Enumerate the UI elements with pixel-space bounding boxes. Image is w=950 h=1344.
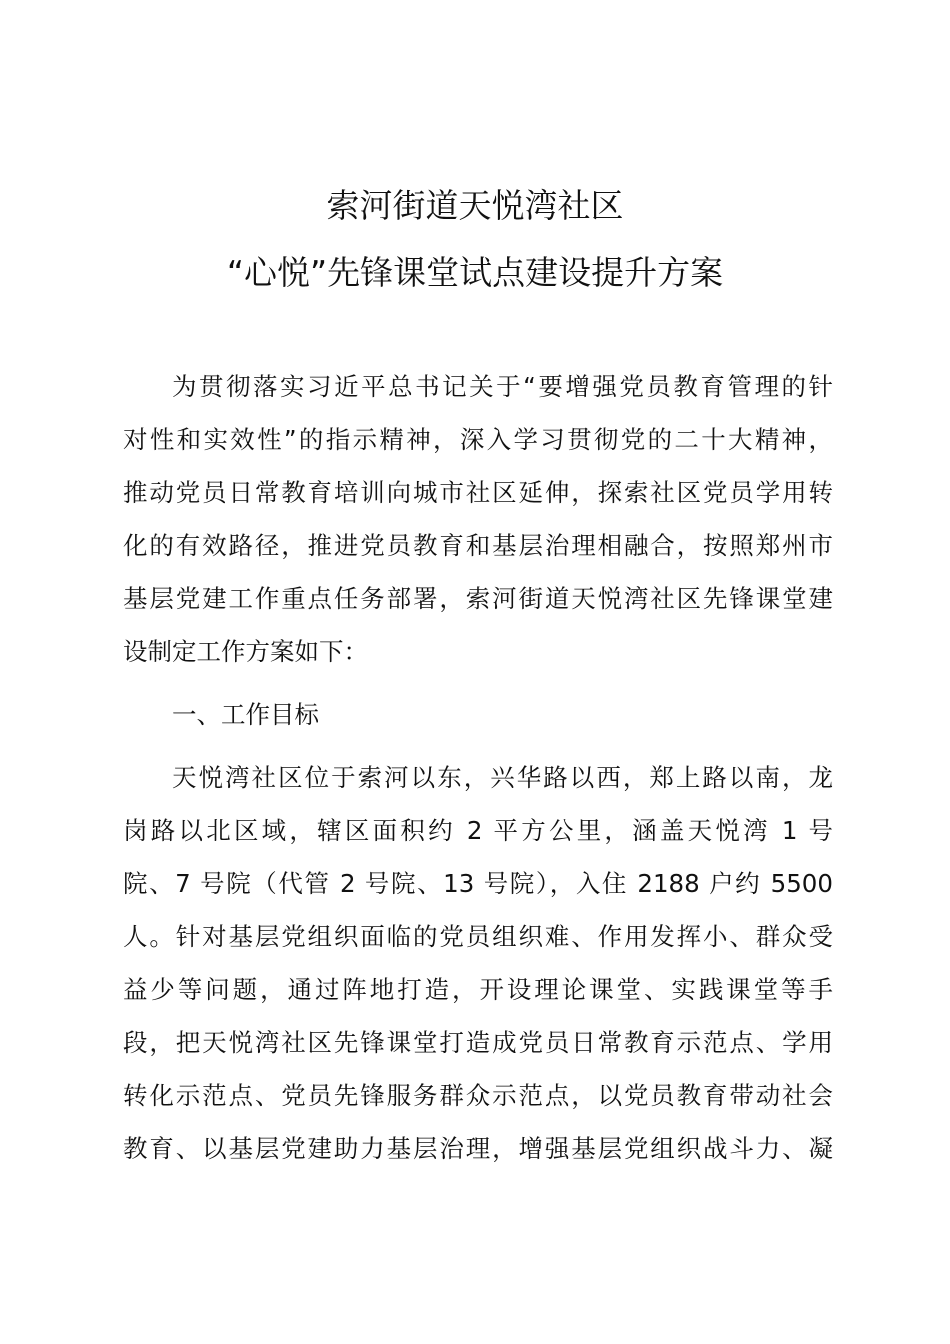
paragraph-line: 设制定工作方案如下： [123, 637, 368, 666]
paragraph-line: 教育、以基层党建助力基层治理，增强基层党组织战斗力、凝 [123, 1134, 833, 1163]
document-body [123, 360, 833, 1175]
document-title-line-1: 索河街道天悦湾社区 [326, 186, 624, 225]
paragraph-line: 化的有效路径，推进党员教育和基层治理相融合，按照郑州市 [123, 531, 833, 560]
section-heading-work-goals: 一、工作目标 [172, 700, 319, 729]
paragraph-line: 天悦湾社区位于索河以东，兴华路以西，郑上路以南，龙 [172, 763, 833, 792]
paragraph-line: 推动党员日常教育培训向城市社区延伸，探索社区党员学用转 [123, 478, 833, 507]
paragraph-line: 基层党建工作重点任务部署，索河街道天悦湾社区先锋课堂建 [123, 584, 833, 613]
paragraph-intro [123, 360, 833, 678]
paragraph-line: 段，把天悦湾社区先锋课堂打造成党员日常教育示范点、学用 [123, 1028, 833, 1057]
document-title-line-2: “心悦”先锋课堂试点建设提升方案 [226, 253, 724, 292]
paragraph-line: 对性和实效性”的指示精神，深入学习贯彻党的二十大精神， [123, 425, 833, 454]
paragraph-line: 院、7 号院（代管 2 号院、13 号院），入住 2188 户约 5500 [123, 869, 833, 898]
paragraph-line: 转化示范点、党员先锋服务群众示范点，以党员教育带动社会 [123, 1081, 833, 1110]
paragraph-gap [123, 678, 833, 688]
paragraph-line: 为贯彻落实习近平总书记关于“要增强党员教育管理的针 [172, 372, 833, 401]
paragraph-line: 益少等问题，通过阵地打造，开设理论课堂、实践课堂等手 [123, 975, 833, 1004]
paragraph-line: 人。针对基层党组织面临的党员组织难、作用发挥小、群众受 [123, 922, 833, 951]
paragraph-line: 岗路以北区域，辖区面积约 2 平方公里，涵盖天悦湾 1 号 [123, 816, 833, 845]
paragraph-work-goals [123, 751, 833, 1175]
